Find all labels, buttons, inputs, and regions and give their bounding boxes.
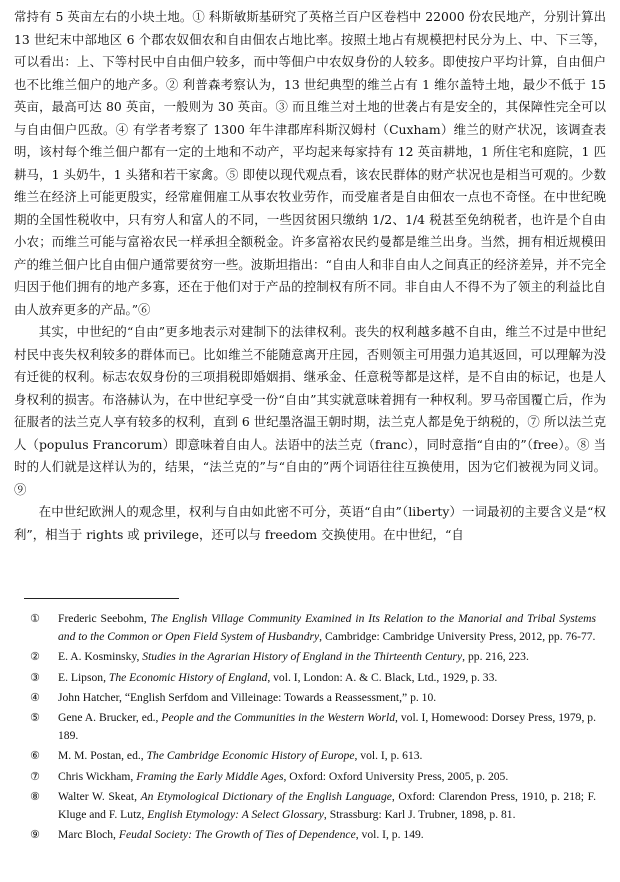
paragraph: 在中世纪欧洲人的观念里，权利与自由如此密不可分，英语“自由”（liberty）一词最初的主要含义是“权利”，相当于 rights 或 privilege，还可以与 freedom 交换使用。在中世纪，“自 (14, 504, 606, 542)
body-text (14, 6, 606, 546)
footnote (30, 648, 596, 666)
footnote-text: Marc Bloch, Feudal Society: The Growth of Ties of Dependence, vol. I, p. 149. (58, 828, 424, 842)
footnote-mark: ② (30, 650, 40, 664)
footnote (30, 747, 596, 765)
footnote-text: E. Lipson, The Economic History of England, vol. I, London: A. & C. Black, Ltd., 1929, p. 33. (58, 670, 498, 684)
footnote-text: E. A. Kosminsky, Studies in the Agrarian History of England in the Thirteenth Century, pp. 216, 223. (58, 650, 529, 664)
footnote (30, 689, 596, 707)
footnote-mark: ⑨ (30, 828, 40, 842)
footnote-mark: ④ (30, 690, 40, 704)
footnote-mark: ⑦ (30, 769, 40, 783)
footnote (30, 669, 596, 687)
footnote (30, 768, 596, 786)
footnote-text: Gene A. Brucker, ed., People and the Communities in the Western World, vol. I, Homewood: Dorsey Press, 1979, p. 189. (58, 711, 596, 743)
footnote-text: Chris Wickham, Framing the Early Middle Ages, Oxford: Oxford University Press, 2005, p. 205. (58, 769, 509, 783)
footnote-mark: ① (30, 612, 40, 625)
footnote (30, 610, 596, 646)
footnote-text: Walter W. Skeat, An Etymological Dictionary of the English Language, Oxford: Clarendon Press, 1910, p. 218; F. Kluge and F. Lutz, English Etymology: A Select Glossary, Strassburg: Karl J. Trubner, 1898, p. 81. (58, 789, 597, 822)
footnote-text: M. M. Postan, ed., The Cambridge Economic History of Europe, vol. I, p. 613. (58, 749, 423, 763)
footnote (30, 709, 596, 745)
footnote-divider (24, 598, 179, 599)
footnote-mark: ⑤ (30, 711, 40, 725)
footnote (30, 826, 596, 844)
paragraph: 其实，中世纪的“自由”更多地表示对建制下的法律权利。丧失的权利越多越不自由，维兰不过是中世纪村民中丧失权利较多的群体而已。比如维兰不能随意离开庄园，否则领主可用强力追其返回，可以理解为没有迁徙的权利。标志农奴身份的三项捐税即婚姻捐、继承金、任意税等都是这样，是不自由的标记，也是人身权利的损害。布洛赫认为，在中世纪享受一份“自由”其实就意味着拥有一种权利。罗马帝国覆亡后，作为征服者的法兰克人享有较多的权利，直到 6 世纪墨洛温王朝时期，法兰克人都是免于纳税的，⑦ 所以法兰克人（populus Francorum）即意味着自由人。法语中的法兰克（franc），同时意指“自由的”（free）。⑧ 当时的人们就是这样认为的，结果，“法兰克的”与“自由的”两个词语往往互换使用，因为它们被视为同义词。⑨ (14, 324, 606, 497)
footnotes (30, 610, 596, 846)
footnote-text: John Hatcher, “English Serfdom and Villeinage: Towards a Reassessment,” p. 10. (58, 690, 437, 704)
footnote-mark: ③ (30, 670, 40, 684)
footnote-text: Frederic Seebohm, The English Village Community Examined in Its Relation to the Manorial and Tribal Systems and to the Common or Open Field System of Husbandry, Cambridge: Cambridge University Press, 2012, pp. 76-77. (58, 612, 597, 644)
footnote-mark: ⑧ (30, 789, 40, 803)
footnote (30, 788, 596, 824)
paragraph: 常持有 5 英亩左右的小块土地。① 科斯敏斯基研究了英格兰百户区卷档中 22000 份农民地产，分别计算出 13 世纪末中部地区 6 个郡农奴佃农和自由佃农占地比率。按照土地占有规模把村民分为上、中、下三等，可以看出：上、下等村民中自由佃户较多，而中等佃户中农奴身份的人较多。即使按户平均计算，自由佃户也不比维兰佃户的地产多。② 利普森考察认为，13 世纪典型的维兰占有 1 维尔盖特土地，最少不低于 15 英亩，最高可达 80 英亩，一般则为 30 英亩。③ 而且维兰对土地的世袭占有是安全的，其保障性完全可以与自由佃户匹敌。④ 有学者考察了 1300 年牛津郡库科斯汉姆村（Cuxham）维兰的财产状况，该调查表明，该村每个维兰佃户都有一定的土地和不动产，平均起来每家持有 12 英亩耕地，1 所住宅和庭院，1 匹耕马，1 头奶牛，1 头猪和若干家禽。⑤ 即使以现代观点看，该农民群体的财产状况也是相当可观的。少数维兰在经济上可能更殷实，经常雇佣雇工从事农牧业劳作，而受雇者是自由佃农一点也不奇怪。在中世纪晚期的全国性税收中，只有穷人和富人的不同，一些因贫困只缴纳 1/2、1/4 税甚至免纳税者，也许是个自由小农；而维兰可能与富裕农民一样承担全额税金。许多富裕农民约曼都是维兰出身。当然，拥有相近规模田产的维兰佃户比自由佃户通常要贫穷一些。波斯坦指出：“自由人和非自由人之间真正的经济差异，并不完全归因于他们拥有的地产多寡，还在于他们对于产品的控制权有所不同。非自由人不得不为了领主的利益比自由人放弃更多的产品。”⑥ (14, 9, 606, 317)
footnote-mark: ⑥ (30, 749, 40, 763)
